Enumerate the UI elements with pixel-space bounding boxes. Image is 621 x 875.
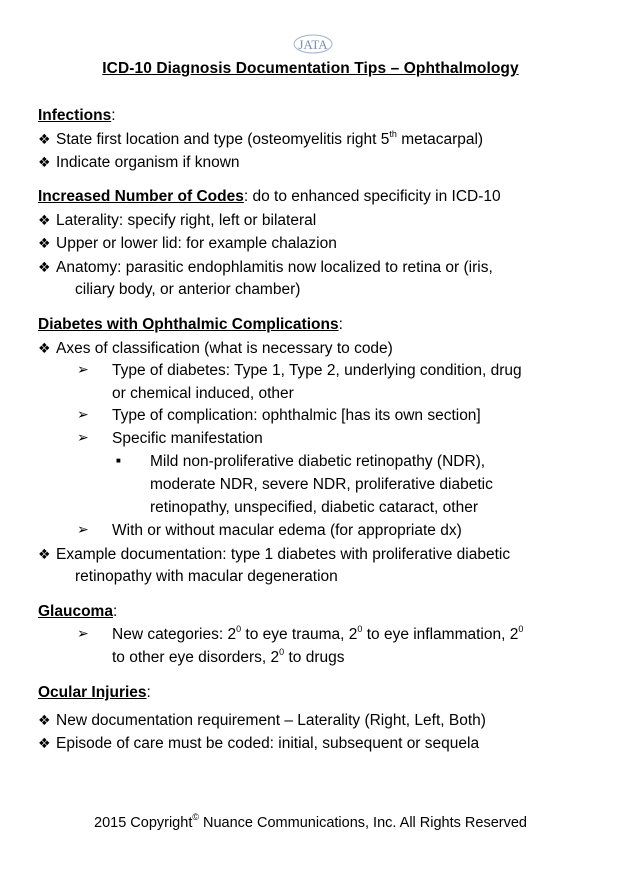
mild-line-2: moderate NDR, severe NDR, proliferative diabetic — [150, 476, 493, 493]
glaucoma-text: to eye trauma, 2 — [241, 626, 358, 643]
glaucoma-text: New categories: 2 — [112, 626, 237, 643]
superscript: 0 — [357, 624, 363, 634]
diamond-bullet-icon: ❖ — [38, 212, 51, 228]
diabetes-type: Type of diabetes: Type 1, Type 2, underlying condition, drug — [112, 362, 522, 379]
infections-item-1-end: metacarpal) — [396, 131, 484, 148]
codes-heading: Increased Number of Codes — [38, 188, 244, 205]
diamond-bullet-icon: ❖ — [38, 235, 51, 251]
mild-line-3: retinopathy, unspecified, diabetic cataract, other — [150, 499, 478, 516]
list-item — [38, 233, 337, 254]
codes-item-2: Upper or lower lid: for example chalazion — [56, 235, 337, 252]
heading-suffix: : — [146, 684, 151, 701]
list-item — [38, 210, 316, 231]
diamond-bullet-icon: ❖ — [38, 131, 51, 147]
diabetes-complication: Type of complication: ophthalmic [has its own section] — [112, 407, 481, 424]
copyright-symbol: © — [192, 812, 199, 822]
diamond-bullet-icon: ❖ — [38, 712, 51, 728]
ocular-heading-line — [38, 683, 151, 703]
infections-heading: Infections — [38, 107, 112, 124]
codes-heading-line — [38, 187, 501, 207]
diamond-bullet-icon: ❖ — [38, 154, 51, 170]
arrow-bullet-icon: ➢ — [77, 406, 89, 422]
ocular-item-1: New documentation requirement – Laterality (Right, Left, Both) — [56, 712, 486, 729]
square-bullet-icon: ■ — [116, 456, 121, 465]
glaucoma-categories-cont — [112, 648, 344, 668]
list-item — [38, 152, 240, 173]
glaucoma-heading: Glaucoma — [38, 603, 113, 620]
footer-text-end: Nuance Communications, Inc. All Rights Reserved — [198, 815, 527, 831]
list-item — [38, 544, 510, 565]
diamond-bullet-icon: ❖ — [38, 546, 51, 562]
arrow-bullet-icon: ➢ — [77, 361, 89, 377]
infections-item-1: State first location and type (osteomyelitis right 5 — [56, 131, 390, 148]
glaucoma-text: to other eye disorders, 2 — [112, 649, 280, 666]
glaucoma-text: to drugs — [284, 649, 345, 666]
page-title: ICD-10 Diagnosis Documentation Tips – Ophthalmology — [102, 60, 519, 77]
diabetes-example-cont: retinopathy with macular degeneration — [75, 568, 338, 585]
footer-text: 2015 Copyright — [94, 815, 193, 831]
heading-suffix: : do to enhanced specificity in ICD-10 — [243, 188, 501, 205]
superscript: 0 — [279, 647, 285, 657]
heading-suffix: : — [338, 316, 343, 333]
diabetes-axes: Axes of classification (what is necessary to code) — [56, 340, 393, 357]
list-item — [38, 733, 479, 754]
diabetes-manifestation: Specific manifestation — [112, 430, 263, 447]
diabetes-heading-line — [38, 315, 343, 335]
superscript: 0 — [236, 624, 242, 634]
diamond-bullet-icon: ❖ — [38, 735, 51, 751]
infections-heading-line — [38, 106, 116, 126]
codes-item-3-cont: ciliary body, or anterior chamber) — [75, 281, 301, 298]
list-item — [38, 129, 483, 150]
superscript: 0 — [518, 624, 524, 634]
logo-text: JATA — [298, 37, 328, 52]
diamond-bullet-icon: ❖ — [38, 259, 51, 275]
heading-suffix: : — [112, 603, 118, 620]
diabetes-edema: With or without macular edema (for appropriate dx) — [112, 522, 462, 539]
ocular-item-2: Episode of care must be coded: initial, subsequent or sequela — [56, 735, 480, 752]
glaucoma-heading-line — [38, 602, 117, 622]
ocular-heading: Ocular Injuries — [38, 684, 147, 701]
arrow-bullet-icon: ➢ — [77, 429, 89, 445]
glaucoma-categories — [112, 625, 523, 645]
list-item — [38, 257, 493, 278]
infections-item-2: Indicate organism if known — [56, 154, 240, 171]
diabetes-heading: Diabetes with Ophthalmic Complications — [38, 316, 339, 333]
superscript: th — [389, 129, 397, 139]
copyright-footer — [0, 812, 621, 831]
glaucoma-text: to eye inflammation, 2 — [362, 626, 519, 643]
jata-logo — [291, 30, 335, 58]
diabetes-type-cont: or chemical induced, other — [112, 385, 294, 402]
arrow-bullet-icon: ➢ — [77, 625, 89, 641]
arrow-bullet-icon: ➢ — [77, 521, 89, 537]
mild-line-1: Mild non-proliferative diabetic retinopathy (NDR), — [150, 453, 486, 470]
codes-item-3: Anatomy: parasitic endophlamitis now localized to retina or (iris, — [56, 259, 493, 276]
codes-item-1: Laterality: specify right, left or bilateral — [56, 212, 317, 229]
list-item — [38, 338, 393, 359]
heading-suffix: : — [111, 107, 116, 124]
list-item — [38, 710, 486, 731]
diabetes-example: Example documentation: type 1 diabetes with proliferative diabetic — [56, 546, 511, 563]
diamond-bullet-icon: ❖ — [38, 340, 51, 356]
